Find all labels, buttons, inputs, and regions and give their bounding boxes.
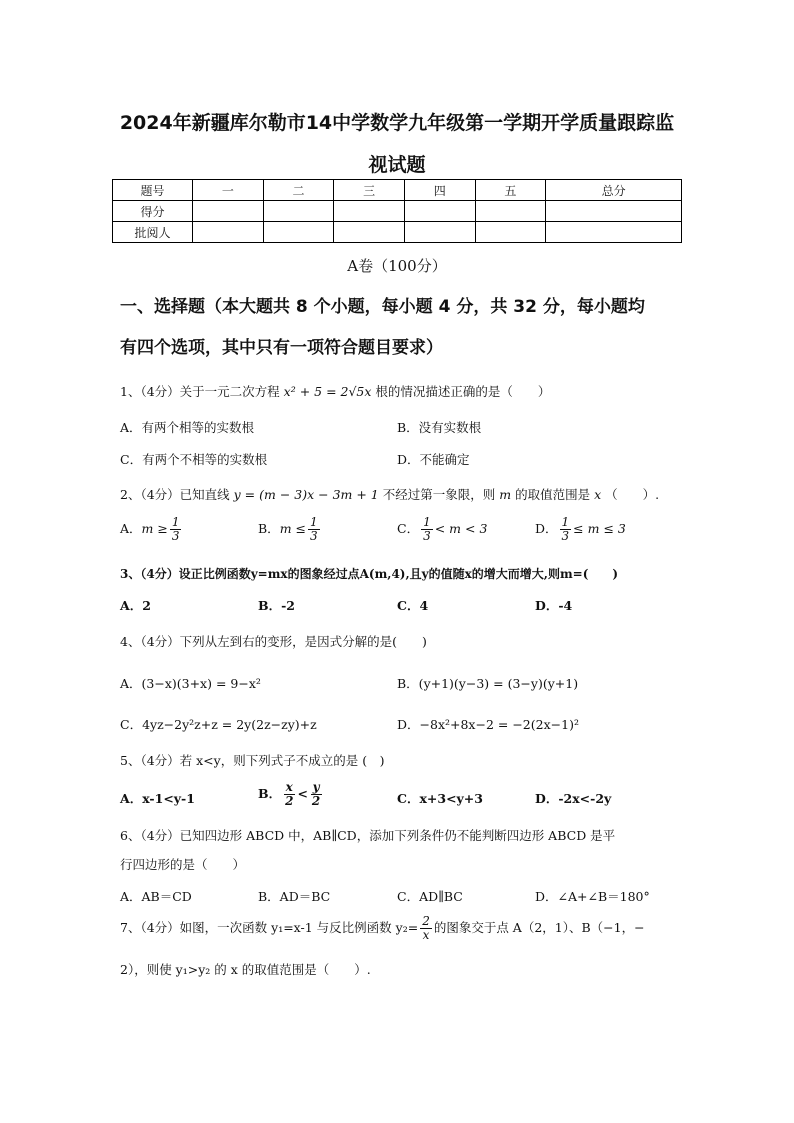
fraction-denominator: 2 [311, 794, 321, 808]
q1-option-a[interactable]: A．有两个相等的实数根 [120, 420, 255, 435]
q1-option-b[interactable]: B．没有实数根 [397, 420, 482, 435]
score-input-cell[interactable] [404, 222, 475, 243]
score-input-cell[interactable] [263, 222, 334, 243]
q1-option-d[interactable]: D．不能确定 [397, 452, 470, 467]
score-input-cell[interactable] [263, 201, 334, 222]
q5-option-b-right-fraction [310, 781, 322, 808]
question-3: 3、（4分）设正比例函数y=mx的图象经过点A(m,4),且y的值随x的增大而增大,则m=( ) [120, 567, 619, 581]
question-2-suffix: 的取值范围是 [515, 487, 591, 502]
q2-option-b-pre: m ≤ [279, 521, 306, 536]
score-table-cell: 二 [263, 180, 334, 201]
q2-option-c-fraction [421, 516, 433, 543]
section1-heading-line2: 有四个选项，其中只有一项符合题目要求） [120, 338, 443, 358]
fraction-numerator: y [312, 780, 320, 794]
fraction-numerator: 1 [310, 515, 318, 529]
question-2-prefix: 2、（4分）已知直线 [120, 487, 230, 502]
score-input-cell[interactable] [475, 222, 546, 243]
score-input-cell[interactable] [193, 201, 264, 222]
q3-option-c[interactable]: C．4 [397, 598, 429, 613]
q2-option-b-label: B． [258, 521, 280, 536]
score-table-cell: 五 [475, 180, 546, 201]
fraction-numerator: x [285, 780, 293, 794]
q5-option-a[interactable]: A．x-1<y-1 [120, 791, 195, 806]
q6-option-c[interactable]: C．AD∥BC [397, 889, 463, 904]
score-table-cell: 一 [193, 180, 264, 201]
score-table-cell: 三 [334, 180, 405, 201]
question-1-prefix: 1、（4分）关于一元二次方程 [120, 384, 280, 399]
q2-option-d[interactable] [535, 516, 626, 543]
score-input-cell[interactable] [546, 222, 682, 243]
q2-option-c[interactable] [397, 516, 487, 543]
score-table-cell: 得分 [113, 201, 193, 222]
score-input-cell[interactable] [475, 201, 546, 222]
q2-option-a-fraction [170, 516, 182, 543]
fraction-numerator: 2 [422, 914, 430, 928]
fraction-denominator: 3 [561, 529, 570, 543]
question-2-end: （ ）. [605, 487, 660, 502]
question-2-equation: y = (m − 3)x − 3m + 1 [233, 487, 379, 502]
q5-option-c[interactable]: C．x+3<y+3 [397, 791, 483, 806]
score-table [112, 179, 682, 243]
q2-option-d-label: D． [535, 521, 558, 536]
q4-option-d[interactable]: D．−8x²+8x−2 = −2(2x−1)² [397, 717, 579, 732]
q4-option-a[interactable]: A．(3−x)(3+x) = 9−x² [120, 676, 261, 691]
fraction-denominator: x [422, 928, 430, 942]
question-6-line2: 行四边形的是（ ） [120, 857, 246, 872]
question-2 [120, 485, 659, 503]
question-5: 5、（4分）若 x<y，则下列式子不成立的是 ( ) [120, 753, 385, 768]
question-7-prefix: 7、（4分）如图，一次函数 y₁=x-1 与反比例函数 y₂= [120, 920, 419, 935]
q2-option-c-post: < m < 3 [434, 521, 488, 536]
fraction-denominator: 3 [310, 529, 318, 543]
question-2-var: m [499, 487, 512, 502]
less-than-sign: < [297, 786, 308, 801]
score-input-cell[interactable] [546, 201, 682, 222]
q6-option-b[interactable]: B．AD＝BC [258, 889, 331, 904]
question-1 [120, 382, 550, 400]
fraction-denominator: 3 [171, 529, 180, 543]
question-7-fraction [420, 915, 432, 942]
q4-option-b[interactable]: B．(y+1)(y−3) = (3−y)(y+1) [397, 676, 579, 691]
score-table-cell: 四 [404, 180, 475, 201]
question-4: 4、（4分）下列从左到右的变形，是因式分解的是( ) [120, 634, 427, 649]
q5-option-b[interactable] [258, 781, 324, 808]
score-input-cell[interactable] [193, 222, 264, 243]
q2-option-b[interactable] [258, 516, 322, 543]
q2-option-b-fraction [308, 516, 320, 543]
score-input-cell[interactable] [404, 201, 475, 222]
question-2-mid: 不经过第一象限，则 [382, 487, 496, 502]
q2-option-a-pre: m ≥ [141, 521, 168, 536]
q4-option-c[interactable]: C．4yz−2y²z+z = 2y(2z−zy)+z [120, 717, 317, 732]
score-input-cell[interactable] [334, 222, 405, 243]
q2-option-c-label: C． [397, 521, 420, 536]
section1-heading-line1: 一、选择题（本大题共 8 个小题，每小题 4 分，共 32 分，每小题均 [120, 297, 645, 317]
section-a-heading: A卷（100分） [347, 257, 447, 275]
score-table-header-row [113, 180, 682, 201]
q5-option-b-left-fraction [283, 781, 295, 808]
score-table-row [113, 222, 682, 243]
score-table-cell: 题号 [113, 180, 193, 201]
exam-title-line1: 2024年新疆库尔勒市14中学数学九年级第一学期开学质量跟踪监 [119, 112, 675, 134]
q6-option-a[interactable]: A．AB＝CD [120, 889, 192, 904]
q3-option-d[interactable]: D．-4 [535, 598, 573, 613]
fraction-denominator: 2 [285, 794, 294, 808]
question-1-equation: x² + 5 = 2√5x [283, 384, 372, 399]
question-7-line1 [120, 915, 645, 942]
score-table-cell: 批阅人 [113, 222, 193, 243]
q1-option-c[interactable]: C．有两个不相等的实数根 [120, 452, 268, 467]
q3-option-b[interactable]: B．-2 [258, 598, 295, 613]
q6-option-d[interactable]: D．∠A+∠B＝180° [535, 889, 650, 904]
fraction-numerator: 1 [561, 515, 570, 529]
q2-option-a-label: A． [120, 521, 142, 536]
q5-option-d[interactable]: D．-2x<-2y [535, 791, 612, 806]
fraction-numerator: 1 [171, 515, 180, 529]
question-2-var2: x [594, 487, 602, 502]
q5-option-b-label: B． [258, 786, 282, 801]
fraction-denominator: 3 [423, 529, 431, 543]
question-1-suffix: 根的情况描述正确的是（ ） [375, 384, 551, 399]
q2-option-d-fraction [560, 516, 572, 543]
q3-option-a[interactable]: A．2 [120, 598, 151, 613]
score-input-cell[interactable] [334, 201, 405, 222]
score-table-row [113, 201, 682, 222]
question-7-suffix: 的图象交于点 A（2，1）、B（−1，− [433, 920, 645, 935]
fraction-numerator: 1 [423, 515, 431, 529]
question-6-line1: 6、（4分）已知四边形 ABCD 中，AB∥CD，添加下列条件仍不能判断四边形 ABCD 是平 [120, 828, 616, 843]
q2-option-a[interactable] [120, 516, 183, 543]
score-table-cell: 总分 [546, 180, 682, 201]
q2-option-d-post: ≤ m ≤ 3 [573, 521, 626, 536]
exam-title-line2: 视试题 [368, 154, 426, 176]
question-7-line2: 2），则使 y₁>y₂ 的 x 的取值范围是（ ）. [120, 962, 371, 977]
